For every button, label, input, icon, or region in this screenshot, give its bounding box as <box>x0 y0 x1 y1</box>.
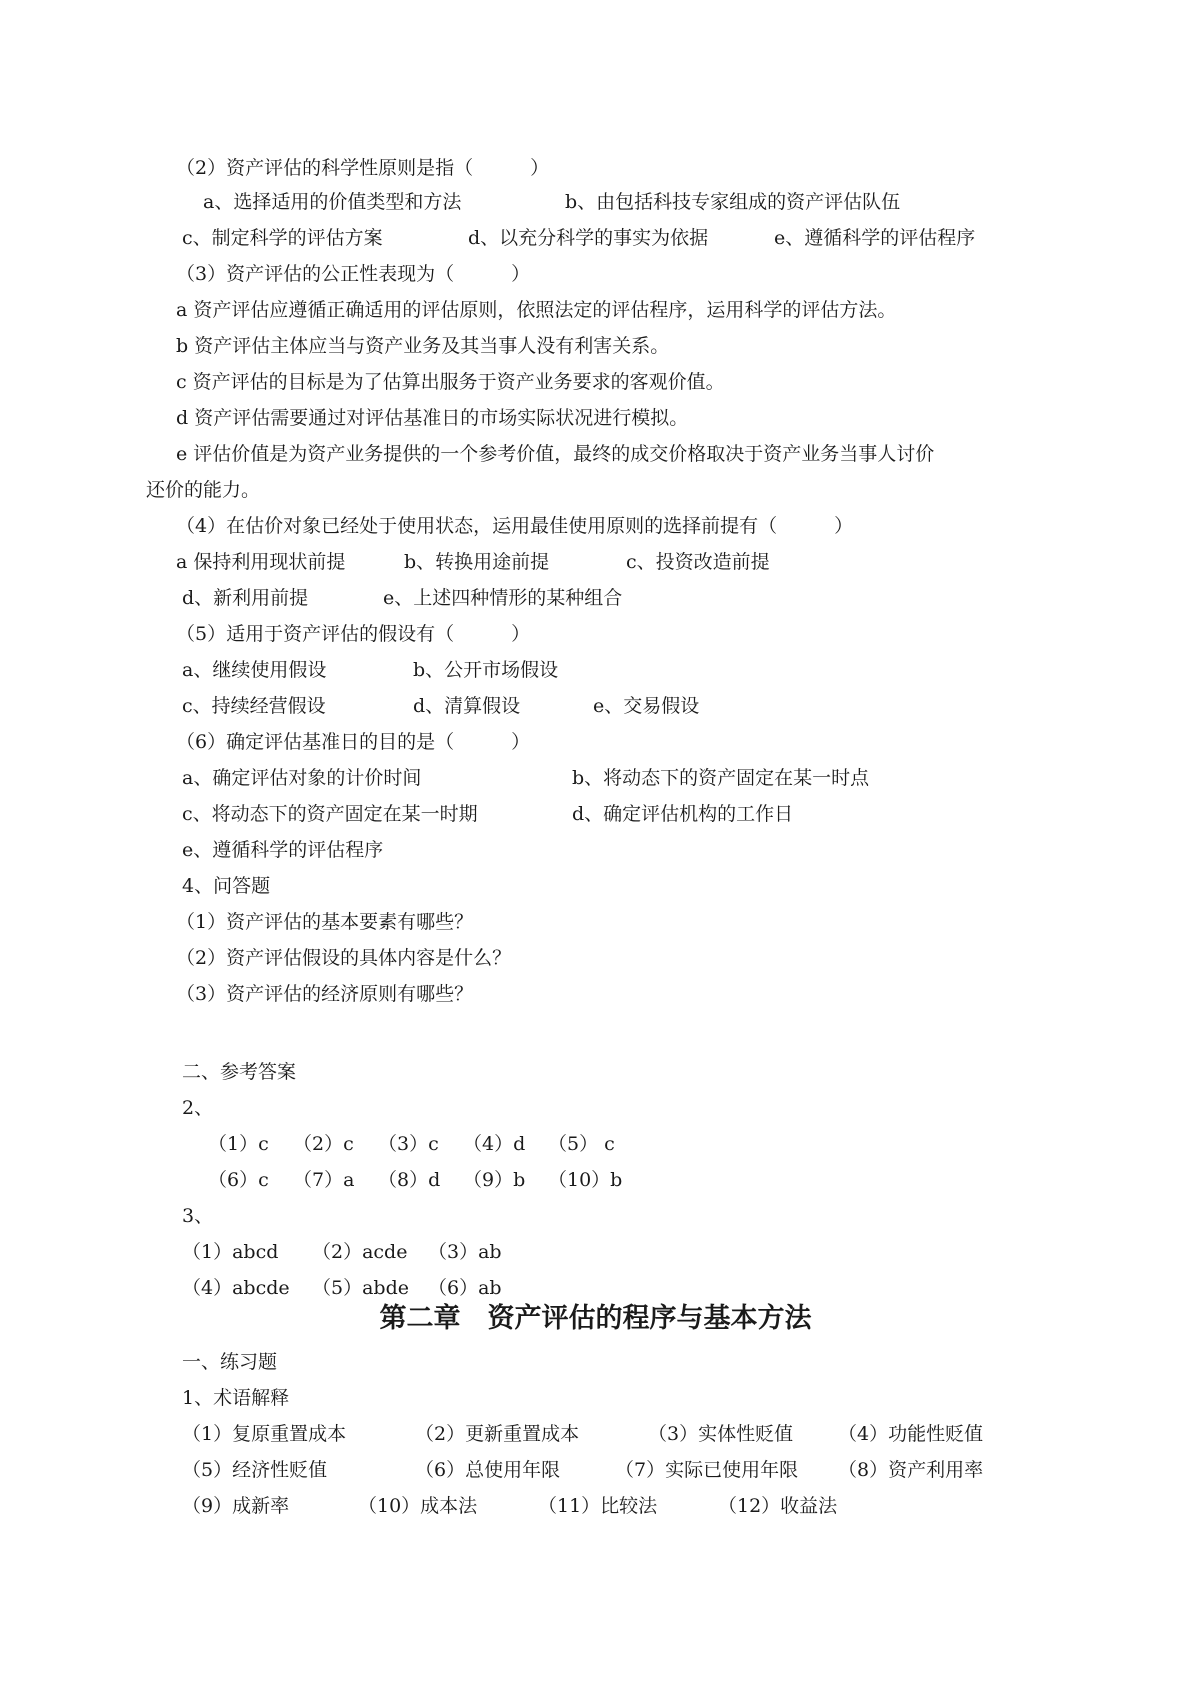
section4-heading: 4、问答题 <box>182 875 271 897</box>
term-item: （7）实际已使用年限 <box>615 1459 799 1481</box>
answer-item: （7）a <box>293 1169 355 1191</box>
answer-item: （4）d <box>463 1133 526 1155</box>
q3-option-a: a 资产评估应遵循正确适用的评估原则，依照法定的评估程序，运用科学的评估方法。 <box>176 299 897 321</box>
q2-option-a: a、选择适用的价值类型和方法 <box>203 191 462 213</box>
answers-section2-row1 <box>208 1132 633 1156</box>
answer-item: （5） c <box>548 1133 615 1155</box>
terms-row-2 <box>182 1458 998 1482</box>
q4-option-a: a 保持利用现状前提 <box>176 551 346 573</box>
q3-option-e-line1: e 评估价值是为资产业务提供的一个参考价值，最终的成交价格取决于资产业务当事人讨价 <box>176 443 935 465</box>
q6-option-e: e、遵循科学的评估程序 <box>182 839 384 861</box>
answer-item: （3）ab <box>428 1241 502 1263</box>
answer-item: （6）ab <box>428 1277 502 1299</box>
term-item: （2）更新重置成本 <box>415 1423 580 1445</box>
q5-option-e: e、交易假设 <box>593 695 700 717</box>
term-item: （1）复原重置成本 <box>182 1423 347 1445</box>
answer-item: （8）d <box>378 1169 441 1191</box>
q4-option-c: c、投资改造前提 <box>626 551 770 573</box>
term-item: （9）成新率 <box>182 1495 290 1517</box>
q2-option-b: b、由包括科技专家组成的资产评估队伍 <box>565 191 901 213</box>
q2-option-e: e、遵循科学的评估程序 <box>774 227 976 249</box>
answer-item: （3）c <box>378 1133 439 1155</box>
term-item: （3）实体性贬值 <box>648 1423 794 1445</box>
answers-section3-label: 3、 <box>182 1205 214 1227</box>
q5-option-a: a、继续使用假设 <box>182 659 327 681</box>
term-item: （4）功能性贬值 <box>838 1423 984 1445</box>
q6-option-c: c、将动态下的资产固定在某一时期 <box>182 803 478 825</box>
q5-stem: （5）适用于资产评估的假设有（ ） <box>176 623 531 645</box>
answers-section2-label: 2、 <box>182 1097 214 1119</box>
answers-section3-row2 <box>182 1276 528 1300</box>
q5-option-c: c、持续经营假设 <box>182 695 326 717</box>
q4-option-d: d、新利用前提 <box>182 587 309 609</box>
q3-option-e-line2: 还价的能力。 <box>146 479 261 501</box>
answer-item: （2）c <box>293 1133 354 1155</box>
chapter2-section1: 一、练习题 <box>182 1351 278 1373</box>
q3-stem: （3）资产评估的公正性表现为（ ） <box>176 263 531 285</box>
q6-option-d: d、确定评估机构的工作日 <box>572 803 794 825</box>
answer-item: （1）abcd <box>182 1241 279 1263</box>
term-item: （10）成本法 <box>358 1495 478 1517</box>
answer-item: （2）acde <box>312 1241 408 1263</box>
answers-section3-row1 <box>182 1240 528 1264</box>
section4-item-2: （2）资产评估假设的具体内容是什么？ <box>176 947 512 969</box>
q2-option-c: c、制定科学的评估方案 <box>182 227 383 249</box>
answer-item: （6）c <box>208 1169 269 1191</box>
q6-option-b: b、将动态下的资产固定在某一时点 <box>572 767 870 789</box>
terms-row-1 <box>182 1422 998 1446</box>
q3-option-d: d 资产评估需要通过对评估基准日的市场实际状况进行模拟。 <box>176 407 689 429</box>
q4-option-e: e、上述四种情形的某种组合 <box>383 587 623 609</box>
term-item: （8）资产利用率 <box>838 1459 984 1481</box>
q3-option-b: b 资产评估主体应当与资产业务及其当事人没有利害关系。 <box>176 335 670 357</box>
q4-stem: （4）在估价对象已经处于使用状态，运用最佳使用原则的选择前提有（ ） <box>176 515 854 537</box>
answers-section2-row2 <box>208 1168 633 1192</box>
term-item: （5）经济性贬值 <box>182 1459 328 1481</box>
q5-option-b: b、公开市场假设 <box>413 659 559 681</box>
answer-item: （5）abde <box>312 1277 409 1299</box>
q5-option-d: d、清算假设 <box>413 695 521 717</box>
term-item: （12）收益法 <box>718 1495 838 1517</box>
chapter2-subsection1: 1、术语解释 <box>182 1387 290 1409</box>
q6-option-a: a、确定评估对象的计价时间 <box>182 767 422 789</box>
answer-item: （9）b <box>463 1169 526 1191</box>
terms-row-3 <box>182 1494 878 1518</box>
q4-option-b: b、转换用途前提 <box>404 551 550 573</box>
answers-heading: 二、参考答案 <box>182 1061 297 1083</box>
answer-item: （1）c <box>208 1133 269 1155</box>
q2-option-d: d、以充分科学的事实为依据 <box>468 227 709 249</box>
term-item: （6）总使用年限 <box>415 1459 561 1481</box>
answer-item: （10）b <box>548 1169 623 1191</box>
q3-option-c: c 资产评估的目标是为了估算出服务于资产业务要求的客观价值。 <box>176 371 725 393</box>
term-item: （11）比较法 <box>538 1495 658 1517</box>
answer-item: （4）abcde <box>182 1277 290 1299</box>
section4-item-1: （1）资产评估的基本要素有哪些？ <box>176 911 474 933</box>
section4-item-3: （3）资产评估的经济原则有哪些？ <box>176 983 474 1005</box>
q2-stem: （2）资产评估的科学性原则是指（ ） <box>176 157 550 179</box>
q6-stem: （6）确定评估基准日的目的是（ ） <box>176 731 531 753</box>
chapter-title: 第二章 资产评估的程序与基本方法 <box>379 1303 812 1334</box>
